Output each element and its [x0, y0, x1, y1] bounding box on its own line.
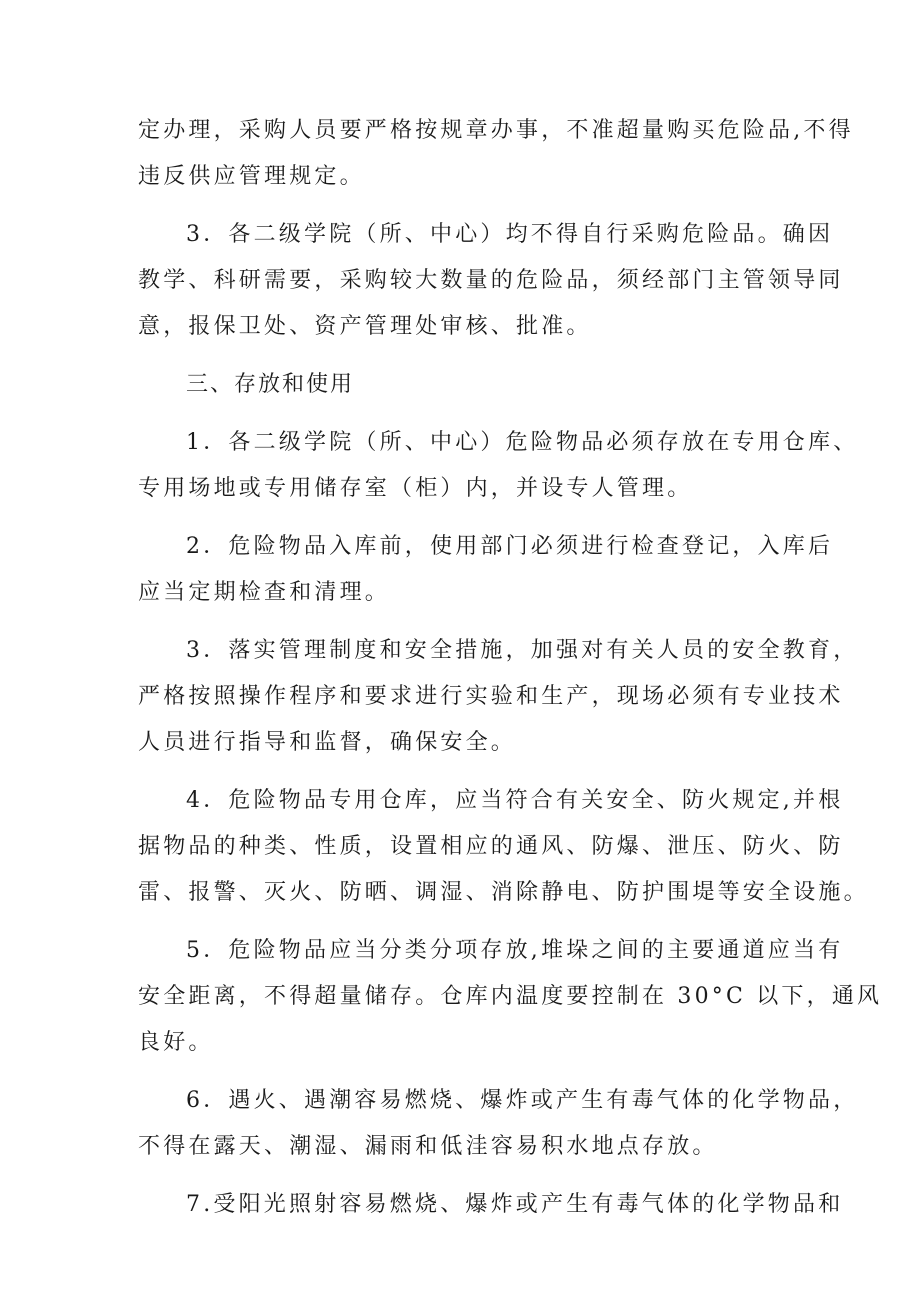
- text-line: 5．危险物品应当分类分项存放,堆垛之间的主要通道应当有: [186, 938, 844, 963]
- text-line: 意，报保卫处、资产管理处审核、批准。: [138, 314, 592, 339]
- text-line: 3．各二级学院（所、中心）均不得自行采购危险品。确因: [186, 222, 834, 247]
- text-line: 6．遇火、遇潮容易燃烧、爆炸或产生有毒气体的化学物品，: [186, 1088, 859, 1113]
- text-line: 雷、报警、灭火、防晒、调湿、消除静电、防护围堤等安全设施。: [138, 880, 869, 905]
- paragraph-storage-6: [138, 1078, 859, 1170]
- text-line: 专用场地或专用储存室（柜）内，并设专人管理。: [138, 476, 693, 501]
- paragraph-storage-5: [138, 928, 883, 1066]
- text-line: 良好。: [138, 1030, 214, 1055]
- section-heading: [138, 362, 794, 408]
- text-line: 教学、科研需要，采购较大数量的危险品，须经部门主管领导同: [138, 268, 844, 293]
- paragraph-item-3: [138, 212, 844, 350]
- text-line: 3．落实管理制度和安全措施，加强对有关人员的安全教育，: [186, 638, 859, 663]
- paragraph-storage-1: [138, 420, 859, 512]
- text-line: 2．危险物品入库前，使用部门必须进行检查登记，入库后: [186, 534, 834, 559]
- text-line: 1．各二级学院（所、中心）危险物品必须存放在专用仓库、: [186, 430, 859, 455]
- text-line: 不得在露天、潮湿、漏雨和低洼容易积水地点存放。: [138, 1134, 718, 1159]
- text-line: 定办理，采购人员要严格按规章办事，不准超量购买危险品,不得: [138, 118, 854, 143]
- paragraph-storage-4: [138, 778, 869, 916]
- heading-text: 三、存放和使用: [186, 372, 355, 397]
- paragraph-storage-7: [138, 1182, 844, 1228]
- text-line: 据物品的种类、性质，设置相应的通风、防爆、泄压、防火、防: [138, 834, 844, 859]
- text-line: 安全距离，不得超量储存。仓库内温度要控制在 30°C 以下，通风: [138, 984, 883, 1009]
- text-line: 4．危险物品专用仓库，应当符合有关安全、防火规定,并根: [186, 788, 844, 813]
- paragraph-continuation: [138, 108, 854, 200]
- text-line: 人员进行指导和监督，确保安全。: [138, 730, 517, 755]
- document-page: [138, 108, 883, 1228]
- text-line: 7.受阳光照射容易燃烧、爆炸或产生有毒气体的化学物品和: [186, 1192, 844, 1217]
- text-line: 应当定期检查和清理。: [138, 580, 391, 605]
- text-line: 严格按照操作程序和要求进行实验和生产，现场必须有专业技术: [138, 684, 844, 709]
- paragraph-storage-3: [138, 628, 859, 766]
- paragraph-storage-2: [138, 524, 834, 616]
- text-line: 违反供应管理规定。: [138, 164, 365, 189]
